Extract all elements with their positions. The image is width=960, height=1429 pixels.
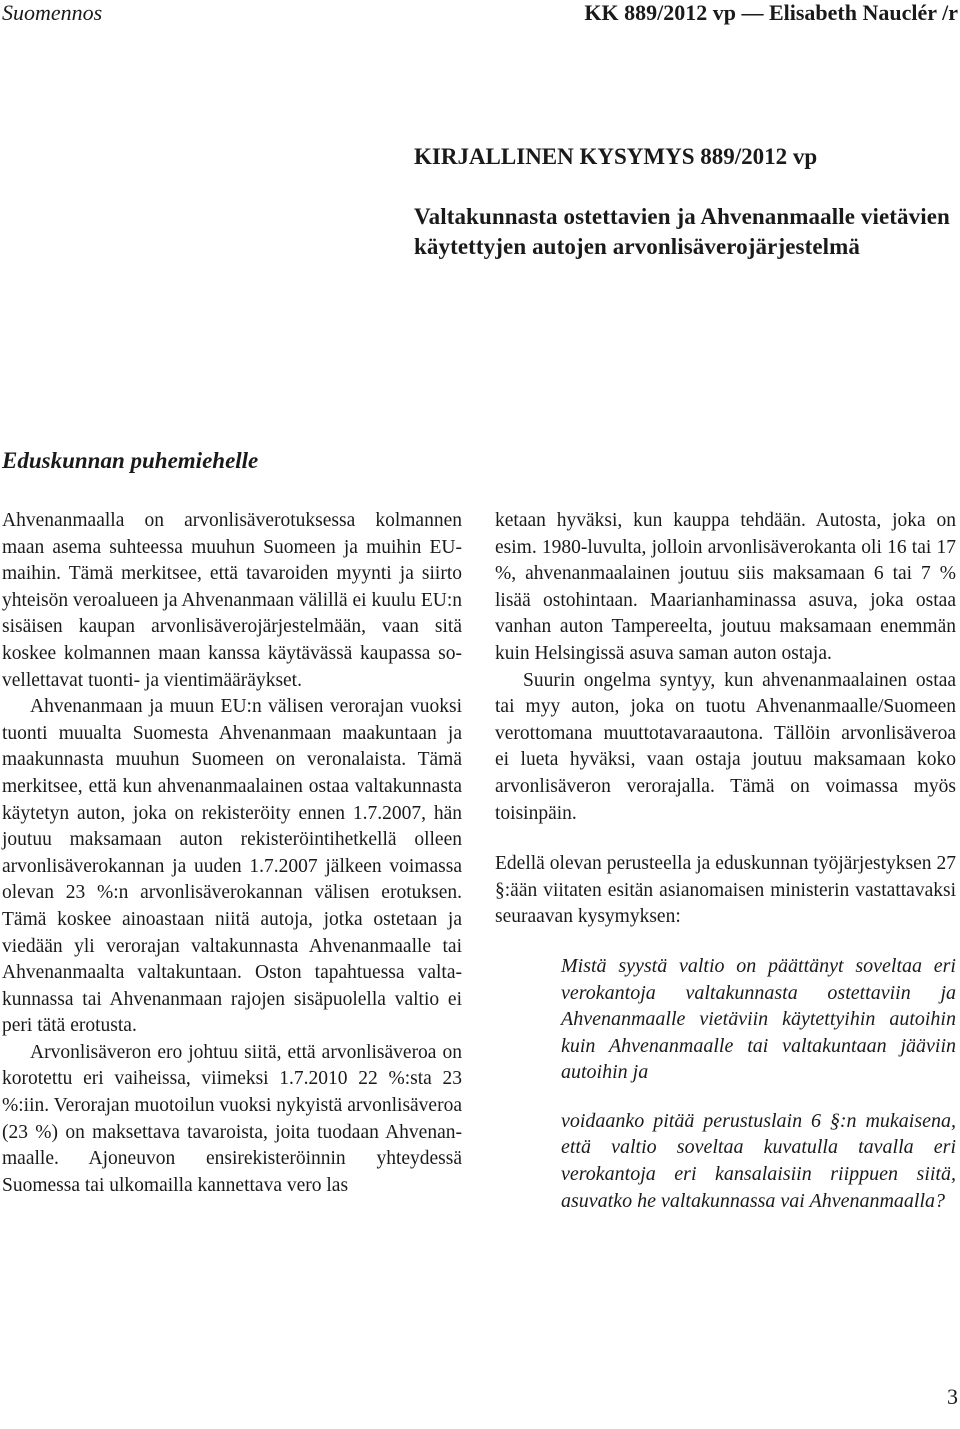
body-paragraph: ketaan hyväksi, kun kauppa tehdään. Autosta, joka on esim. 1980-luvulta, jolloin arvonlisäverokanta oli 16 tai 17 %, ahvenanmaalainen joutuu siis maksamaan 6 tai 7 % lisää ostohintaan. Maarianhaminassa asuva, joka ostaa vanhan auton Tampereelta, joutuu maksamaan enemmän kuin Helsingissä asuva saman auton ostaja. (495, 510, 956, 664)
body-paragraph: Arvonlisäveron ero johtuu siitä, että arvonlisäveroa on korotettu eri vaiheissa, viimeksi 1.7.2010 22 %:sta 23 %:iin. Verorajan muotoilun vuoksi nykyistä arvonlisäveroa (23 %) on maksettava tavaroista, joita tuodaan Ahvenanmaalle. Ajoneuvon ensirekisteröinnin yhteydessä Suomessa tai ulkomailla kannettava vero las (2, 1041, 462, 1196)
question-block (561, 953, 956, 1214)
question-subject: Valtakunnasta ostettavien ja Ahvenanmaalle vietävien käytettyjen autojen arvonlisäverojärjestelmä (414, 204, 950, 259)
request-paragraph: Edellä olevan perusteella ja eduskunnan työjärjestyksen 27 §:ään viitaten esitän asianomaisen ministerin vastattavaksi seuraavan kysymyksen: (495, 853, 956, 928)
left-text-column (2, 508, 462, 1199)
addressee-heading: Eduskunnan puhemiehelle (2, 448, 259, 473)
body-paragraph: Ahvenanmaalla on arvonlisäverotuksessa kolmannen maan asema suhteessa muuhun Suomeen ja muihin EU-maihin. Tämä merkitsee, että tavaroiden myynti ja siirto yhteisön veroalueen ja Ahvenanmaan välillä ei kuulu EU:n sisäisen kaupan arvonlisäverojärjestelmään, vaan sitä koskee kolmannen maan kanssa käytävässä kaupassa sovellettavat tuonti- ja vientimääräykset. (2, 510, 462, 691)
body-paragraph: Suurin ongelma syntyy, kun ahvenanmaalainen ostaa tai myy auton, joka on tuotu Ahvenanmaalle/Suomeen verottomana muuttotavaraautona. Tällöin arvonlisäveroa ei lueta hyväksi, vaan ostaja joutuu maksamaan koko arvonlisäveron verorajalla. Tämä on voimassa myös toisinpäin. (495, 669, 956, 824)
page-number: 3 (947, 1384, 958, 1409)
body-paragraph: Ahvenanmaan ja muun EU:n välisen verorajan vuoksi tuonti muualta Suomesta Ahvenanmaan maakuntaan ja maakunnasta muuhun Suomeen on veronalaista. Tämä merkitsee, että kun ahvenanmaalainen ostaa valtakunnasta käytetyn auton, joka on rekisteröity ennen 1.7.2007, hän joutuu maksamaan auton rekisteröintihetkellä olleen arvonlisäverokannan ja uuden 1.7.2007 jälkeen voimassa olevan 23 %:n arvonlisäverokannan välisen erotuksen. Tämä koskee ainoastaan niitä autoja, jotka ostetaan ja viedään yli verorajan valtakunnasta Ahvenanmaalle tai Ahvenanmaalta valtakuntaan. Oston tapahtuessa valtakunnassa tai Ahvenanmaan rajojen sisäpuolella valtio ei peri tätä erotusta. (2, 696, 462, 1037)
document-title: KIRJALLINEN KYSYMYS 889/2012 vp (414, 144, 818, 169)
right-text-column (495, 508, 956, 1214)
header-document-reference: KK 889/2012 vp — Elisabeth Nauclér /r (584, 0, 958, 25)
question-text: voidaanko pitää perustuslain 6 §:n mukaisena, että valtio soveltaa kuvatulla tavalla eri verokantoja eri kansalaisiin riippuen siitä, asuvatko he valtakunnassa vai Ahvenanmaalla? (561, 1109, 956, 1212)
header-translation-label: Suomennos (2, 0, 103, 25)
question-text: Mistä syystä valtio on päättänyt soveltaa eri verokantoja valtakunnasta ostettaviin ja Ahvenanmaalle vietäviin käytettyihin autoihin kuin Ahvenanmaalle tai valtakuntaan jääviin autoihin ja (561, 954, 956, 1084)
